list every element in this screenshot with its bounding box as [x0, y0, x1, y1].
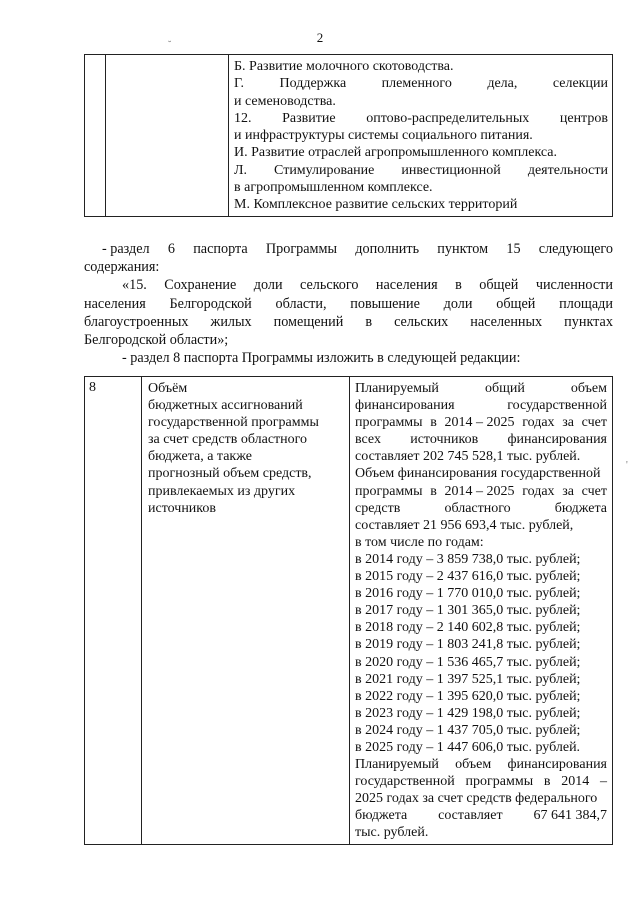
content-line: Объем финансирования государственной: [355, 466, 601, 482]
word: сельских: [394, 313, 449, 330]
word: жилых: [210, 313, 252, 330]
content-line: [234, 75, 608, 92]
content-line: [234, 162, 608, 179]
word: в: [365, 313, 373, 330]
scan-mark: ': [626, 460, 628, 471]
content-line: в 2019 году – 1 803 241,8 тыс. рублей;: [355, 637, 581, 653]
word: 6: [167, 241, 175, 257]
content-line: в 2015 году – 2 437 616,0 тыс. рублей;: [355, 569, 581, 585]
content-line: составляет 21 956 693,4 тыс. рублей,: [355, 517, 574, 533]
title-line: привлекаемых из других: [148, 483, 296, 499]
content-line: в 2023 году – 1 429 198,0 тыс. рублей;: [355, 705, 581, 721]
word: области,: [275, 295, 327, 312]
paragraph-line: [84, 240, 613, 258]
word: дополнить: [355, 241, 420, 257]
word: в: [455, 277, 462, 294]
content-line: в 2016 году – 1 770 010,0 тыс. рублей;: [355, 586, 581, 602]
word: Развитие: [282, 110, 336, 126]
title-line: Объём: [148, 381, 188, 396]
word: доли: [253, 277, 283, 294]
word: сельского: [300, 277, 359, 294]
word: бюджета: [554, 500, 607, 516]
word: помещений: [273, 313, 344, 330]
word: общей: [496, 295, 536, 312]
title-line: прогнозный объем средств,: [148, 466, 312, 482]
word: пунктом: [437, 241, 489, 257]
top-table: [84, 54, 613, 217]
content-line: [355, 397, 607, 414]
content-line: в том числе по годам:: [355, 534, 484, 550]
word: финансирования: [355, 398, 455, 414]
content-line: М. Комплексное развитие сельских территорий: [234, 197, 518, 213]
word: Поддержка: [279, 76, 347, 92]
top-table-cell-number: [85, 55, 106, 217]
content-line: и семеноводства.: [234, 93, 336, 109]
content-line: в 2025 году – 1 447 606,0 тыс. рублей.: [355, 739, 581, 755]
word: Стимулирование: [274, 162, 375, 178]
word: финансирования: [507, 757, 607, 773]
content-line: в 2020 году – 1 536 465,7 тыс. рублей;: [355, 654, 581, 670]
word: Планируемый: [355, 757, 439, 773]
word: - раздел: [102, 241, 150, 257]
section-title: [142, 377, 350, 845]
content-line: в 2024 году – 1 437 705,0 тыс. рублей;: [355, 722, 581, 738]
content-line: 2025 годах за счет средств федерального: [355, 791, 598, 807]
word: оптово-распределительных: [366, 110, 530, 126]
content-line: [355, 431, 607, 448]
word: государственной: [507, 398, 607, 414]
word: годах: [522, 415, 555, 431]
content-line: в 2021 году – 1 397 525,1 тыс. рублей;: [355, 671, 581, 687]
paragraph-line: [84, 276, 613, 294]
word: счет: [581, 483, 607, 499]
word: повышение: [350, 295, 420, 312]
content-line: [355, 773, 607, 790]
top-table-cell-title: [106, 55, 229, 217]
content-line: [355, 414, 607, 431]
word: финансирования: [507, 432, 607, 448]
word: в: [430, 415, 437, 431]
content-line: в 2017 году – 1 301 365,0 тыс. рублей;: [355, 603, 581, 619]
word: общей: [479, 277, 519, 294]
word: пунктах: [564, 313, 613, 330]
word: племенного: [381, 76, 452, 92]
word: программы: [355, 415, 423, 431]
paragraph-line: содержания:: [84, 259, 160, 276]
content-line: [355, 483, 607, 500]
section-number: 8: [85, 377, 142, 845]
word: программы: [465, 774, 534, 790]
title-line: бюджета, а также: [148, 449, 252, 465]
word: численности: [535, 277, 613, 294]
word: следующего: [538, 241, 613, 257]
section-content: [350, 377, 613, 845]
content-line: тыс. рублей.: [355, 825, 429, 841]
content-line: в агропромышленном комплексе.: [234, 180, 433, 196]
content-line: [355, 380, 607, 397]
title-line: за счет средств областного: [148, 432, 308, 448]
word: «15.: [122, 277, 147, 294]
word: инвестиционной: [401, 162, 501, 178]
word: Сохранение: [164, 277, 237, 294]
bottom-table: [84, 376, 613, 845]
word: Л.: [234, 162, 247, 178]
title-line: бюджетных ассигнований: [148, 398, 303, 414]
content-line: и инфраструктуры системы социального питания.: [234, 128, 533, 144]
word: годах: [522, 483, 555, 499]
paragraph-line: [84, 295, 613, 313]
word: населенных: [470, 313, 543, 330]
title-line: государственной программы: [148, 415, 319, 431]
word: Планируемый: [355, 381, 439, 396]
scan-mark: ˘: [168, 40, 172, 51]
content-line: Б. Развитие молочного скотоводства.: [234, 59, 454, 74]
top-table-cell-content: [229, 55, 613, 217]
word: средств: [355, 500, 401, 516]
word: 67 641 384,7: [533, 808, 607, 824]
content-line: И. Развитие отраслей агропромышленного комплекса.: [234, 145, 558, 161]
word: 2014 – 2025: [444, 415, 515, 431]
word: составляет: [438, 808, 503, 824]
content-line: [355, 756, 607, 773]
word: доли: [443, 295, 473, 312]
word: центров: [559, 110, 608, 126]
word: за: [562, 415, 574, 431]
word: площади: [559, 295, 613, 312]
word: селекции: [552, 76, 608, 92]
word: 12.: [234, 110, 252, 126]
word: всех: [355, 432, 381, 448]
content-line: [355, 807, 607, 824]
word: источников: [410, 432, 479, 448]
word: 2014: [561, 774, 590, 790]
word: государственной: [355, 774, 455, 790]
word: бюджета: [355, 808, 408, 824]
content-line: в 2018 году – 2 140 602,8 тыс. рублей;: [355, 620, 581, 636]
word: паспорта: [193, 241, 248, 257]
content-line: составляет 202 745 528,1 тыс. рублей.: [355, 449, 581, 465]
content-line: в 2022 году – 1 395 620,0 тыс. рублей;: [355, 688, 581, 704]
paragraph-line: - раздел 8 паспорта Программы изложить в следующей редакции:: [122, 350, 521, 367]
word: в: [430, 483, 437, 499]
content-line: [234, 110, 608, 127]
word: программы: [355, 483, 423, 499]
word: Г.: [234, 76, 245, 92]
word: Программы: [265, 241, 338, 257]
word: объем: [570, 381, 607, 396]
paragraph-line: [84, 313, 613, 331]
word: благоустроенных: [84, 313, 189, 330]
content-line: [355, 500, 607, 517]
word: объем: [455, 757, 492, 773]
word: дела,: [487, 76, 518, 92]
word: 2014 – 2025: [444, 483, 515, 499]
word: в: [543, 774, 551, 790]
word: –: [599, 774, 607, 790]
amendment-text: [84, 240, 613, 367]
page-number: 2: [316, 30, 324, 45]
word: населения: [375, 277, 438, 294]
word: счет: [581, 415, 607, 431]
word: населения: [84, 295, 146, 312]
word: деятельности: [527, 162, 608, 178]
word: Белгородской: [169, 295, 252, 312]
title-line: источников: [148, 500, 217, 516]
paragraph-line: Белгородской области»;: [84, 332, 229, 349]
content-line: в 2014 году – 3 859 738,0 тыс. рублей;: [355, 551, 581, 567]
word: 15: [506, 241, 521, 257]
word: областного: [444, 500, 511, 516]
word: за: [562, 483, 574, 499]
word: общий: [484, 381, 525, 396]
